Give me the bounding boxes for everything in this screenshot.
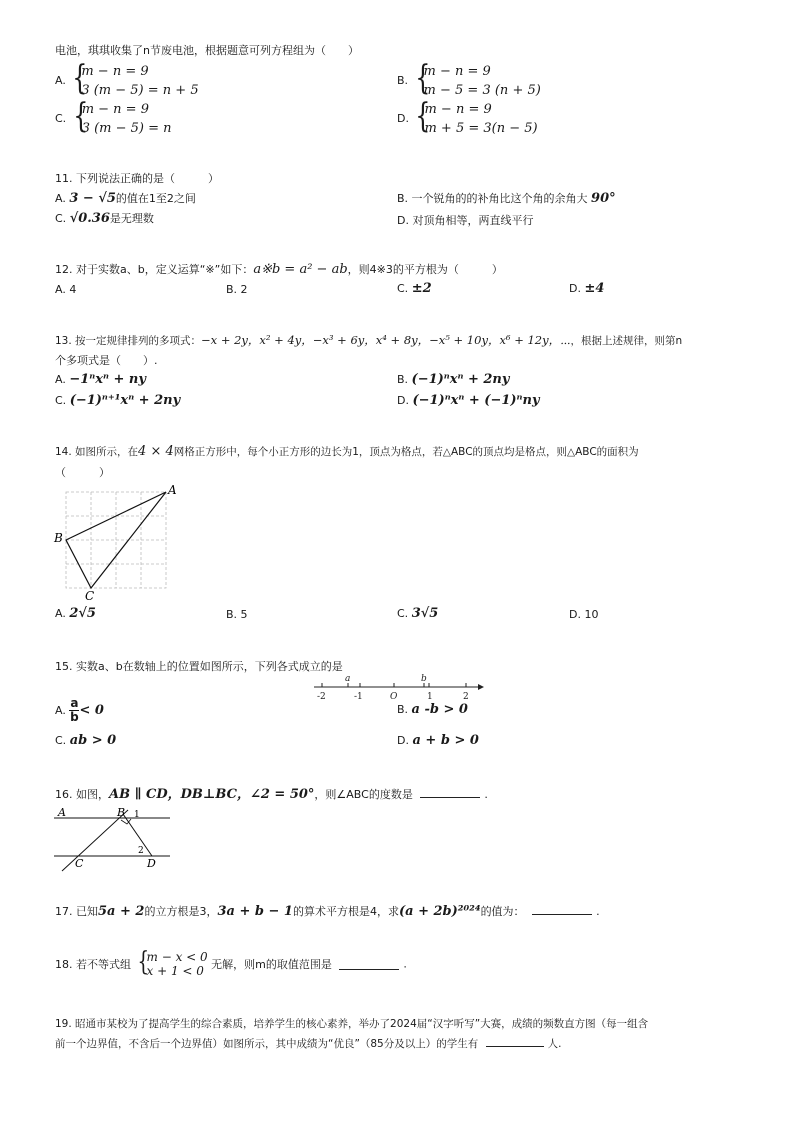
angle-1: 1 bbox=[134, 810, 140, 820]
q17-stem: 17. 已知5a + 2的立方根是3，3a + b − 1的算术平方根是4，求(a + 2b)²⁰²⁴的值为： . bbox=[55, 904, 600, 919]
point-b: b bbox=[421, 674, 427, 684]
tick-neg1: -1 bbox=[354, 692, 363, 702]
angle-2: 2 bbox=[138, 846, 144, 856]
q19-stem-line2: 前一个边界值，不含后一个边界值）如图所示，其中成绩为“优良”（85分及以上）的学生有 人. bbox=[55, 1038, 562, 1050]
q13-option-c[interactable]: C. (−1)ⁿ⁺¹xⁿ + 2ny bbox=[55, 393, 181, 408]
q13-stem-cont: 个多项式是（ ）. bbox=[55, 354, 158, 367]
q15-option-b[interactable]: B. a -b > 0 bbox=[397, 702, 468, 717]
q12-option-d[interactable]: D. ±4 bbox=[569, 281, 605, 296]
tick-1: 1 bbox=[427, 692, 433, 702]
q16-stem: 16. 如图，AB ∥ CD，DB⊥BC，∠2 = 50°，则∠ABC的度数是 . bbox=[55, 787, 488, 802]
q15-option-d[interactable]: D. a + b > 0 bbox=[397, 733, 479, 748]
tick-2: 2 bbox=[463, 692, 469, 702]
q10-stem: 电池，琪琪收集了n节废电池，根据题意可列方程组为（ ） bbox=[55, 44, 359, 57]
label-a: A bbox=[58, 806, 66, 819]
q12-stem: 12. 对于实数a、b，定义运算“※”如下：a※b = a² − ab，则4※3的平方根为（ ） bbox=[55, 262, 503, 277]
q15-stem: 15. 实数a、b在数轴上的位置如图所示，下列各式成立的是 bbox=[55, 660, 343, 673]
q14-option-b[interactable]: B. 5 bbox=[226, 608, 248, 621]
q14-grid bbox=[66, 492, 166, 588]
tick-origin: O bbox=[390, 692, 398, 702]
q13-option-a[interactable]: A. −1ⁿxⁿ + ny bbox=[55, 372, 146, 387]
q19-stem-line1: 19. 昭通市某校为了提高学生的综合素质，培养学生的核心素养，举办了2024届“汉字听写”大赛，成绩的频数直方图（每一组含 bbox=[55, 1018, 649, 1030]
label-c: C bbox=[75, 857, 84, 870]
q16-answer-blank[interactable] bbox=[420, 787, 480, 798]
label-d: D bbox=[147, 857, 156, 870]
q16-figure bbox=[50, 804, 180, 874]
label-c: C bbox=[85, 589, 95, 603]
q19-answer-blank[interactable] bbox=[486, 1036, 544, 1047]
q15-option-c[interactable]: C. ab > 0 bbox=[55, 733, 117, 748]
q11-option-c[interactable]: C. √0.36是无理数 bbox=[55, 211, 154, 226]
q10-option-b[interactable]: B. { m − n = 9 m − 5 = 3 (n + 5) bbox=[397, 58, 541, 98]
q15-option-a[interactable]: A. $\frac{a}{b}$ < 0 bbox=[55, 696, 104, 724]
q14-stem: 14. 如图所示，在4 × 4网格正方形中，每个小正方形的边长为1，顶点为格点，若△ABC的顶点均是格点，则△ABC的面积为 bbox=[55, 444, 639, 459]
q13-option-b[interactable]: B. (−1)ⁿxⁿ + 2ny bbox=[397, 372, 510, 387]
label-b: B bbox=[54, 531, 63, 545]
point-a: a bbox=[345, 674, 351, 684]
q10-option-d[interactable]: D. { m − n = 9 m + 5 = 3(n − 5) bbox=[397, 96, 538, 136]
q14-stem-cont: （ ） bbox=[55, 466, 110, 479]
q17-answer-blank[interactable] bbox=[532, 904, 592, 915]
q11-stem: 11. 下列说法正确的是（ ） bbox=[55, 172, 219, 185]
q10-option-c[interactable]: C. { m − n = 9 3 (m − 5) = n bbox=[55, 96, 172, 136]
q11-option-b[interactable]: B. 一个锐角的的补角比这个角的余角大 90° bbox=[397, 191, 616, 206]
q10-option-a[interactable]: A. { m − n = 9 3 (m − 5) = n + 5 bbox=[55, 58, 199, 98]
q12-option-c[interactable]: C. ±2 bbox=[397, 281, 432, 296]
q14-option-d[interactable]: D. 10 bbox=[569, 608, 599, 621]
q14-option-a[interactable]: A. 2√5 bbox=[55, 606, 96, 621]
q14-grid-figure bbox=[52, 480, 182, 605]
q15-number-line bbox=[310, 672, 485, 704]
q13-option-d[interactable]: D. (−1)ⁿxⁿ + (−1)ⁿny bbox=[397, 393, 540, 408]
q12-option-b[interactable]: B. 2 bbox=[226, 283, 248, 296]
q14-option-c[interactable]: C. 3√5 bbox=[397, 606, 439, 621]
q11-option-a[interactable]: A. 3 − √5的值在1至2之间 bbox=[55, 191, 196, 206]
label-b: B bbox=[117, 806, 126, 819]
q12-option-a[interactable]: A. 4 bbox=[55, 283, 77, 296]
label-a: A bbox=[168, 483, 177, 497]
q13-stem: 13. 按一定规律排列的多项式：−x + 2y，x² + 4y，−x³ + 6y，x⁴ + 8y，−x⁵ + 10y，x⁶ + 12y，⋯，根据上述规律，则第n bbox=[55, 333, 683, 347]
tick-neg2: -2 bbox=[317, 692, 326, 702]
q18-answer-blank[interactable] bbox=[339, 959, 399, 970]
q18-stem: 18. 若不等式组 { m − x < 0 x + 1 < 0 无解，则m的取值范围是 . bbox=[55, 947, 407, 978]
q11-option-d[interactable]: D. 对顶角相等，两直线平行 bbox=[397, 214, 534, 227]
